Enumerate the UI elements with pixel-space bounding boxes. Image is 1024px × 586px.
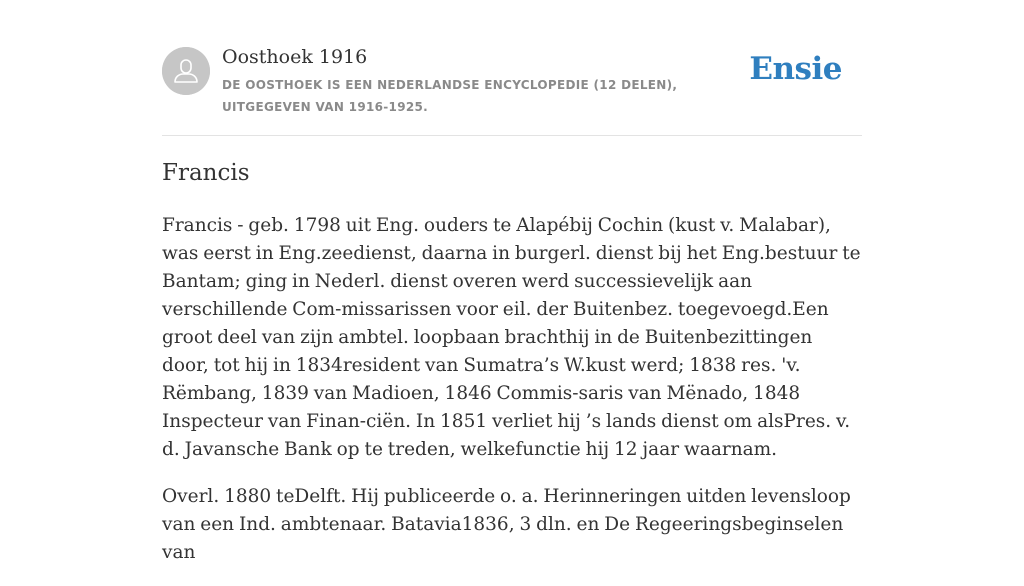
source-name[interactable]: Oosthoek 1916 bbox=[222, 46, 368, 68]
article-paragraph: Francis - geb. 1798 uit Eng. ouders te Alapébij Cochin (kust v. Malabar), was eerst in Eng.zeedienst, daarna in burgerl. dienst bij het Eng.bestuur te Bantam; ging in Nederl. dienst overen werd successievelijk aan verschillende Com-missarissen voor eil. der Buitenbez. toegevoegd.Een groot deel van zijn ambtel. loopbaan brachthij in de Buitenbezittingen door, tot hij in 1834resident van Sumatra’s W.kust werd; 1838 res. 'v. Rëmbang, 1839 van Madioen, 1846 Commis-saris van Mënado, 1848 Inspecteur van Finan-ciën. In 1851 verliet hij ’s lands dienst om alsPres. v. d. Javansche Bank op te treden, welkefunctie hij 12 jaar waarnam. bbox=[162, 215, 861, 460]
source-description: DE OOSTHOEK IS EEN NEDERLANDSE ENCYCLOPEDIE (12 DELEN), UITGEGEVEN VAN 1916-1925. bbox=[222, 78, 678, 114]
ensie-logo[interactable]: Ensie bbox=[749, 51, 842, 87]
article-paragraph: Overl. 1880 teDelft. Hij publiceerde o. a. Herinneringen uitden levensloop van een Ind. ambtenaar. Batavia1836, 3 dln. en De Regeeringsbeginselen van bbox=[162, 486, 851, 563]
header-divider bbox=[162, 135, 862, 136]
article-body bbox=[162, 212, 862, 586]
article-title: Francis bbox=[162, 160, 250, 186]
source-header bbox=[162, 44, 862, 120]
user-avatar-icon[interactable] bbox=[162, 47, 210, 95]
